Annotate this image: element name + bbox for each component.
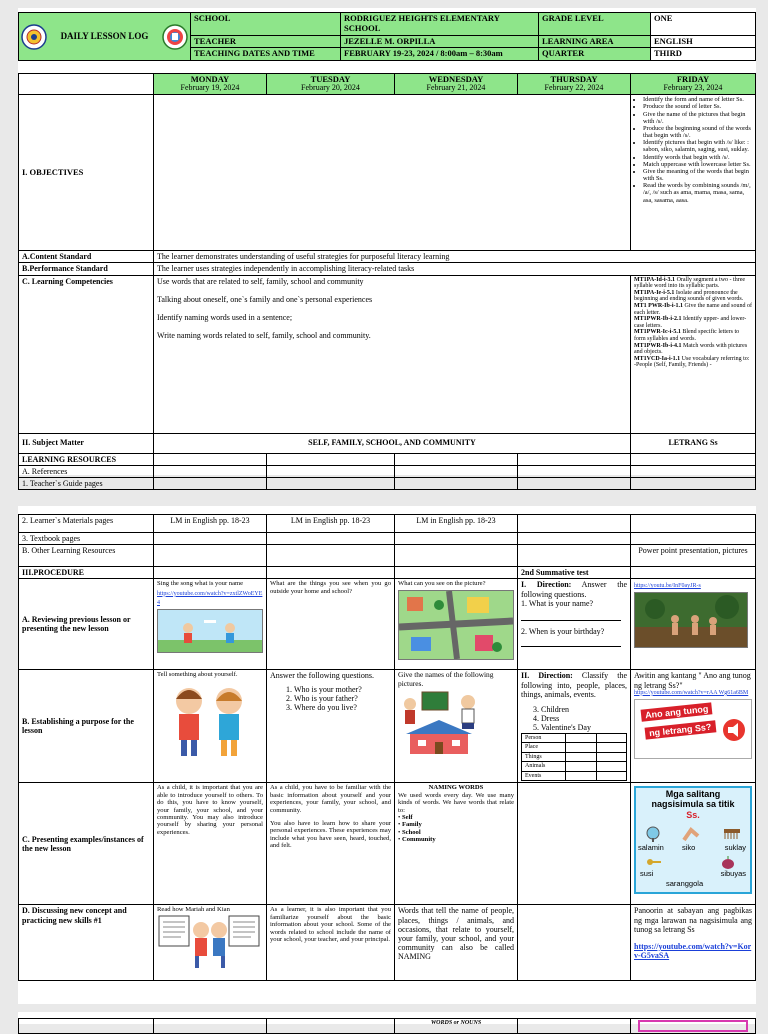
row-c-friday <box>631 783 756 905</box>
blank-cell <box>596 752 626 762</box>
objective-item: • Identify the form and name of letter Ss. <box>643 96 752 103</box>
blank-cell <box>395 567 518 579</box>
onion-icon <box>720 856 736 870</box>
ss-word: sibuyas <box>720 869 746 879</box>
question-item: 1. Who is your mother? <box>294 685 391 694</box>
dates-label: TEACHING DATES AND TIME <box>191 48 341 61</box>
row-d-friday-link[interactable]: https://youtube.com/watch?v=Korv-G5vaSA <box>634 942 752 961</box>
blank-cell <box>154 533 267 545</box>
lm-wednesday: LM in English pp. 18-23 <box>395 515 518 533</box>
row-b-label: B. Establishing a purpose for the lesson <box>19 670 154 783</box>
content-standard-text: The learner demonstrates understanding of useful strategies for purposeful literacy learning <box>154 251 756 263</box>
naming-words-title: NAMING WORDS <box>428 784 484 792</box>
row-a-friday-link[interactable]: https://youtu.be/InF0ayJR-s <box>634 583 701 590</box>
ss-card-title: Mga salitang nagsisimula sa titik <box>651 789 735 810</box>
row-d-friday-text: Panoorin at sabayan ang pagbikas ng mga larawan na nagsisimula ang tunog sa letrang Ss <box>634 906 752 934</box>
main-table-2 <box>18 514 756 981</box>
blank-cell <box>518 545 631 567</box>
blank-cell <box>631 515 756 533</box>
page-two <box>18 506 756 1004</box>
row-d-wednesday: Words that tell the name of people, places, things / animals, and occasions, that relate to yourself, your family, your school, and your community can also be called NAMING <box>395 905 518 981</box>
ss-word: salamin <box>638 843 664 853</box>
blank-cell <box>395 533 518 545</box>
page-three <box>18 1012 756 1024</box>
answer-line <box>521 636 621 647</box>
teachers-guide-label: 1. Teacher`s Guide pages <box>19 477 154 489</box>
blank-cell <box>395 465 518 477</box>
day-wednesday: WEDNESDAY February 21, 2024 <box>395 74 518 95</box>
blank-cell <box>267 567 395 579</box>
row-a-wednesday <box>395 579 518 670</box>
blank-cell <box>566 733 596 743</box>
competency-code-item: MT1VCD-Ia-i-1.1 Use vocabulary referring to: -People (Self, Family, Friends) - <box>634 355 750 369</box>
blank-cell <box>518 515 631 533</box>
blank-cell <box>154 1019 267 1034</box>
competency-line: Use words that are related to self, family, school and community <box>157 276 364 286</box>
blank-cell <box>631 1019 756 1034</box>
content-standard-label: A.Content Standard <box>19 251 154 263</box>
blank-cell <box>267 477 395 489</box>
procedure-label: III.PROCEDURE <box>19 567 154 579</box>
blank-cell <box>518 453 631 465</box>
day-thursday: THURSDAY February 22, 2024 <box>518 74 631 95</box>
banner-line-2: ng letrang Ss? <box>645 721 716 741</box>
school-label: SCHOOL <box>191 13 341 36</box>
references-label: A. References <box>19 465 154 477</box>
deped-seal-icon <box>21 24 47 50</box>
naming-words-text: We used words every day. We use many kinds of words. We have words that relate to: <box>398 791 514 814</box>
competency-code-item: MT1PA-Id-i-3.1 Orally segment a two - three syllable word into its syllabic parts. <box>634 276 746 290</box>
page-one <box>18 8 756 488</box>
row-c-thursday <box>518 783 631 905</box>
objectives-label: I. OBJECTIVES <box>19 95 154 251</box>
town-map-image <box>398 590 514 660</box>
objective-item: • Identify words that begin with /s/. <box>643 154 752 161</box>
subject-matter-label: II. Subject Matter <box>19 433 154 453</box>
other-resources-label: B. Other Learning Resources <box>19 545 154 567</box>
dates-value: FEBRUARY 19-23, 2024 / 8:00am – 8:30am <box>341 48 539 61</box>
blank-cell <box>566 771 596 781</box>
sound-banner[interactable] <box>634 699 752 759</box>
mirror-icon <box>644 826 662 842</box>
banner-line-1: Ano ang tunog <box>641 703 713 723</box>
day-friday: FRIDAY February 23, 2024 <box>631 74 756 95</box>
day-tuesday: TUESDAY February 20, 2024 <box>267 74 395 95</box>
performance-standard-text: The learner uses strategies independently in accomplishing literacy-related tasks <box>154 263 756 275</box>
naming-item: • Self <box>398 813 413 821</box>
ss-word: siko <box>682 843 696 853</box>
blank-cell <box>596 762 626 772</box>
row-a-monday-text: Sing the song what is your name <box>157 580 244 588</box>
teacher-value: JEZELLE M. ORPILLA <box>341 35 539 48</box>
row-d-friday <box>631 905 756 981</box>
classify-row: Place <box>522 743 566 753</box>
row-a-wednesday-text: What can you see on the picture? <box>398 580 486 588</box>
row-b-friday-text: Awitin ang kantang " Ano ang tunog ng letrang Ss?" <box>634 671 751 690</box>
naming-item: • Family <box>398 821 422 829</box>
quarter-value: THIRD <box>651 48 756 61</box>
ss-word: susi <box>640 869 654 879</box>
row-a-friday <box>631 579 756 670</box>
blank-cell <box>154 453 267 465</box>
row-c-monday: As a child, it is important that you are able to introduce yourself to others. To do this, you have to know yourself, your family, your school, and your community. You may also introduce yourself by sharing your personal experiences. <box>154 783 267 905</box>
classify-row: Animals <box>522 762 566 772</box>
ss-word: saranggola <box>666 879 704 889</box>
blank-cell <box>267 453 395 465</box>
naming-item: • Community <box>398 836 436 844</box>
classify-row: Events <box>522 771 566 781</box>
answer-line <box>521 608 621 621</box>
blank-cell <box>267 1019 395 1034</box>
row-b-monday <box>154 670 267 783</box>
blank-cell <box>395 545 518 567</box>
blank-cell <box>267 465 395 477</box>
competencies-label: C. Learning Competencies <box>19 275 154 433</box>
objective-item: • Give the meaning of the words that begin with Ss. <box>643 168 752 182</box>
row-d-thursday <box>518 905 631 981</box>
blank-cell <box>395 453 518 465</box>
row-c-tuesday-p2: You also have to learn how to share your personal experiences. These experiences may include what you have seen, heard, touched, and felt. <box>270 819 391 850</box>
next-page-heading: WORDS or NOUNS <box>395 1019 518 1034</box>
school-logo-icon <box>162 24 188 50</box>
row-c-wednesday <box>395 783 518 905</box>
blank-cell <box>154 567 267 579</box>
blank-cell <box>566 762 596 772</box>
objective-item: • Give the name of the pictures that begin with /s/. <box>643 111 752 125</box>
mariah-kian-image <box>157 914 261 970</box>
grade-label: GRADE LEVEL <box>539 13 651 36</box>
other-resources-friday: Power point presentation, pictures <box>631 545 756 567</box>
competencies-friday <box>631 275 756 433</box>
competency-line: Write naming words related to self, family, school and community. <box>157 331 371 341</box>
competency-line: Identify naming words used in a sentence; <box>157 312 293 322</box>
competency-code-item: MT1PWR-Ib-i-4.1 Match words with pictures and objects. <box>634 342 748 356</box>
grade-value: ONE <box>651 13 756 36</box>
row-b-monday-text: Tell something about yourself. <box>157 671 238 679</box>
corner-cell <box>19 74 154 95</box>
blank-cell <box>518 477 631 489</box>
objective-item: • Read the words by combining sounds /m/, /a/, /s/ such as ama, mama, masa, sama, asa, sasama, aasa. <box>643 182 752 204</box>
teacher-label: TEACHER <box>191 35 341 48</box>
classify-item: 5. Valentine's Day <box>533 723 591 733</box>
ss-card-letter: Ss. <box>686 810 700 821</box>
objectives-blank <box>154 95 631 251</box>
objective-item: • Identify pictures that begin with /s/ like: : sabon, siko, salamin, saging, susi, suklay. <box>643 139 752 153</box>
blank-cell <box>267 533 395 545</box>
blank-cell <box>631 477 756 489</box>
row-b-wednesday-text: Give the names of the following pictures. <box>398 670 494 688</box>
row-c-label: C. Presenting examples/instances of the new lesson <box>19 783 154 905</box>
row-d-monday-text: Read how Mariah and Kian <box>157 906 230 914</box>
video-thumbnail-image[interactable] <box>634 592 748 648</box>
performance-standard-label: B.Performance Standard <box>19 263 154 275</box>
row-b-wednesday <box>395 670 518 783</box>
objective-item: • Produce the sound of letter Ss. <box>643 103 752 110</box>
blank-cell <box>518 465 631 477</box>
learning-resources-label: LEARNING RESOURCES <box>19 453 154 465</box>
row-a-tuesday: What are the things you see when you go outside your home and school? <box>267 579 395 670</box>
blank-cell <box>154 545 267 567</box>
objectives-friday <box>631 95 756 251</box>
blank-cell <box>596 771 626 781</box>
area-label: LEARNING AREA <box>539 35 651 48</box>
speaker-icon <box>721 718 747 742</box>
blank-cell <box>566 743 596 753</box>
area-value: ENGLISH <box>651 35 756 48</box>
competency-line: Talking about oneself, one`s family and one`s personal experiences <box>157 294 373 304</box>
row-a-monday <box>154 579 267 670</box>
ss-word: suklay <box>724 843 746 853</box>
row-a-label: A. Reviewing previous lesson or presenting the new lesson <box>19 579 154 670</box>
key-icon <box>646 856 662 868</box>
elbow-icon <box>682 826 700 842</box>
row-d-monday <box>154 905 267 981</box>
ss-words-card <box>634 786 752 894</box>
naming-item: • School <box>398 828 421 836</box>
blank-cell <box>631 533 756 545</box>
header-title-cell <box>19 13 191 61</box>
row-a-monday-link[interactable]: https://youtube.com/watch?v=zxtlZWoEYE4 <box>157 590 263 607</box>
blank-cell <box>395 477 518 489</box>
header-table <box>18 12 756 61</box>
classify-row: Things <box>522 752 566 762</box>
objective-item: • Produce the beginning sound of the words that begin with /s/. <box>643 125 752 139</box>
competency-code-item: MT1PA-Ie-i-5.1 Isolate and pronounce the beginning and ending sounds of given words. <box>634 289 744 303</box>
teacher-student-school-image <box>398 690 514 756</box>
blank-cell <box>518 533 631 545</box>
blank-cell <box>19 1019 154 1034</box>
row-b-friday-link[interactable]: https://youtube.com/watch?v=rAA Wg61a6BM <box>634 689 749 696</box>
day-monday: MONDAY February 19, 2024 <box>154 74 267 95</box>
row-b-thursday-direction: II. Direction: Classify the following into, people, places, things, animals, events. <box>521 671 628 699</box>
subject-matter-friday: LETRANG Ss <box>631 433 756 453</box>
row-a-thursday <box>518 579 631 670</box>
classify-row: Person <box>522 733 566 743</box>
row-d-tuesday: As a learner, it is also important that you familiarize yourself about the basic information about your school. Some of the words related to school include the name of your school, your teacher, and your principal. <box>267 905 395 981</box>
quarter-label: QUARTER <box>539 48 651 61</box>
competency-code-item: MT1 PWR-Ib-i-1.1 Give the name and sound of each letter. <box>634 302 752 316</box>
classify-item: 3. Children <box>533 704 569 714</box>
objective-item: • Match uppercase with lowercase letter Ss. <box>643 161 752 168</box>
row-c-tuesday <box>267 783 395 905</box>
competency-code-item: MT1PWR-Ib-i-2.1 Identify upper- and lower-case letters. <box>634 316 747 329</box>
question-item: 3. Where do you live? <box>294 703 391 712</box>
blank-cell <box>566 752 596 762</box>
comb-icon <box>722 826 742 842</box>
row-d-label: D. Discussing new concept and practicing new skills #1 <box>19 905 154 981</box>
blank-cell <box>518 1019 631 1034</box>
classify-table <box>521 733 627 782</box>
blank-cell <box>631 465 756 477</box>
row-a-thursday-direction: I. Direction: Answer the following questions. <box>521 580 627 599</box>
textbook-label: 3. Textbook pages <box>19 533 154 545</box>
blank-cell <box>154 465 267 477</box>
competencies-text <box>154 275 631 433</box>
subject-matter-topic: SELF, FAMILY, SCHOOL, AND COMMUNITY <box>154 433 631 453</box>
blank-cell <box>596 733 626 743</box>
blank-cell <box>631 453 756 465</box>
main-table-1 <box>18 73 756 490</box>
question-item: 2. Who is your father? <box>294 694 391 703</box>
summative-test-title: 2nd Summative test <box>518 567 631 579</box>
row-c-tuesday-p1: As a child, you have to be familiar with the basic information about yourself and your experiences, your family, your school, and community. <box>270 784 391 814</box>
lm-monday: LM in English pp. 18-23 <box>154 515 267 533</box>
competency-code-item: MT1PWR-Ic-i-5.1 Blend specific letters to form syllables and words. <box>634 329 740 342</box>
row-b-thursday <box>518 670 631 783</box>
blank-cell <box>154 477 267 489</box>
row-a-thursday-q2: 2. When is your birthday? <box>521 626 605 636</box>
row-b-tuesday <box>267 670 395 783</box>
row-b-friday <box>631 670 756 783</box>
children-playing-image <box>157 609 263 653</box>
row-b-tuesday-intro: Answer the following questions. <box>270 671 374 681</box>
blank-cell <box>631 567 756 579</box>
learners-materials-label: 2. Learner`s Materials pages <box>19 515 154 533</box>
blank-cell <box>267 545 395 567</box>
blank-cell <box>596 743 626 753</box>
lm-tuesday: LM in English pp. 18-23 <box>267 515 395 533</box>
kids-waving-image <box>157 681 261 761</box>
school-value: RODRIGUEZ HEIGHTS ELEMENTARY SCHOOL <box>341 13 539 36</box>
main-table-3 <box>18 1018 756 1034</box>
row-a-thursday-q1: 1. What is your name? <box>521 598 594 608</box>
header-title: DAILY LESSON LOG <box>60 31 149 42</box>
classify-item: 4. Dress <box>533 714 560 724</box>
